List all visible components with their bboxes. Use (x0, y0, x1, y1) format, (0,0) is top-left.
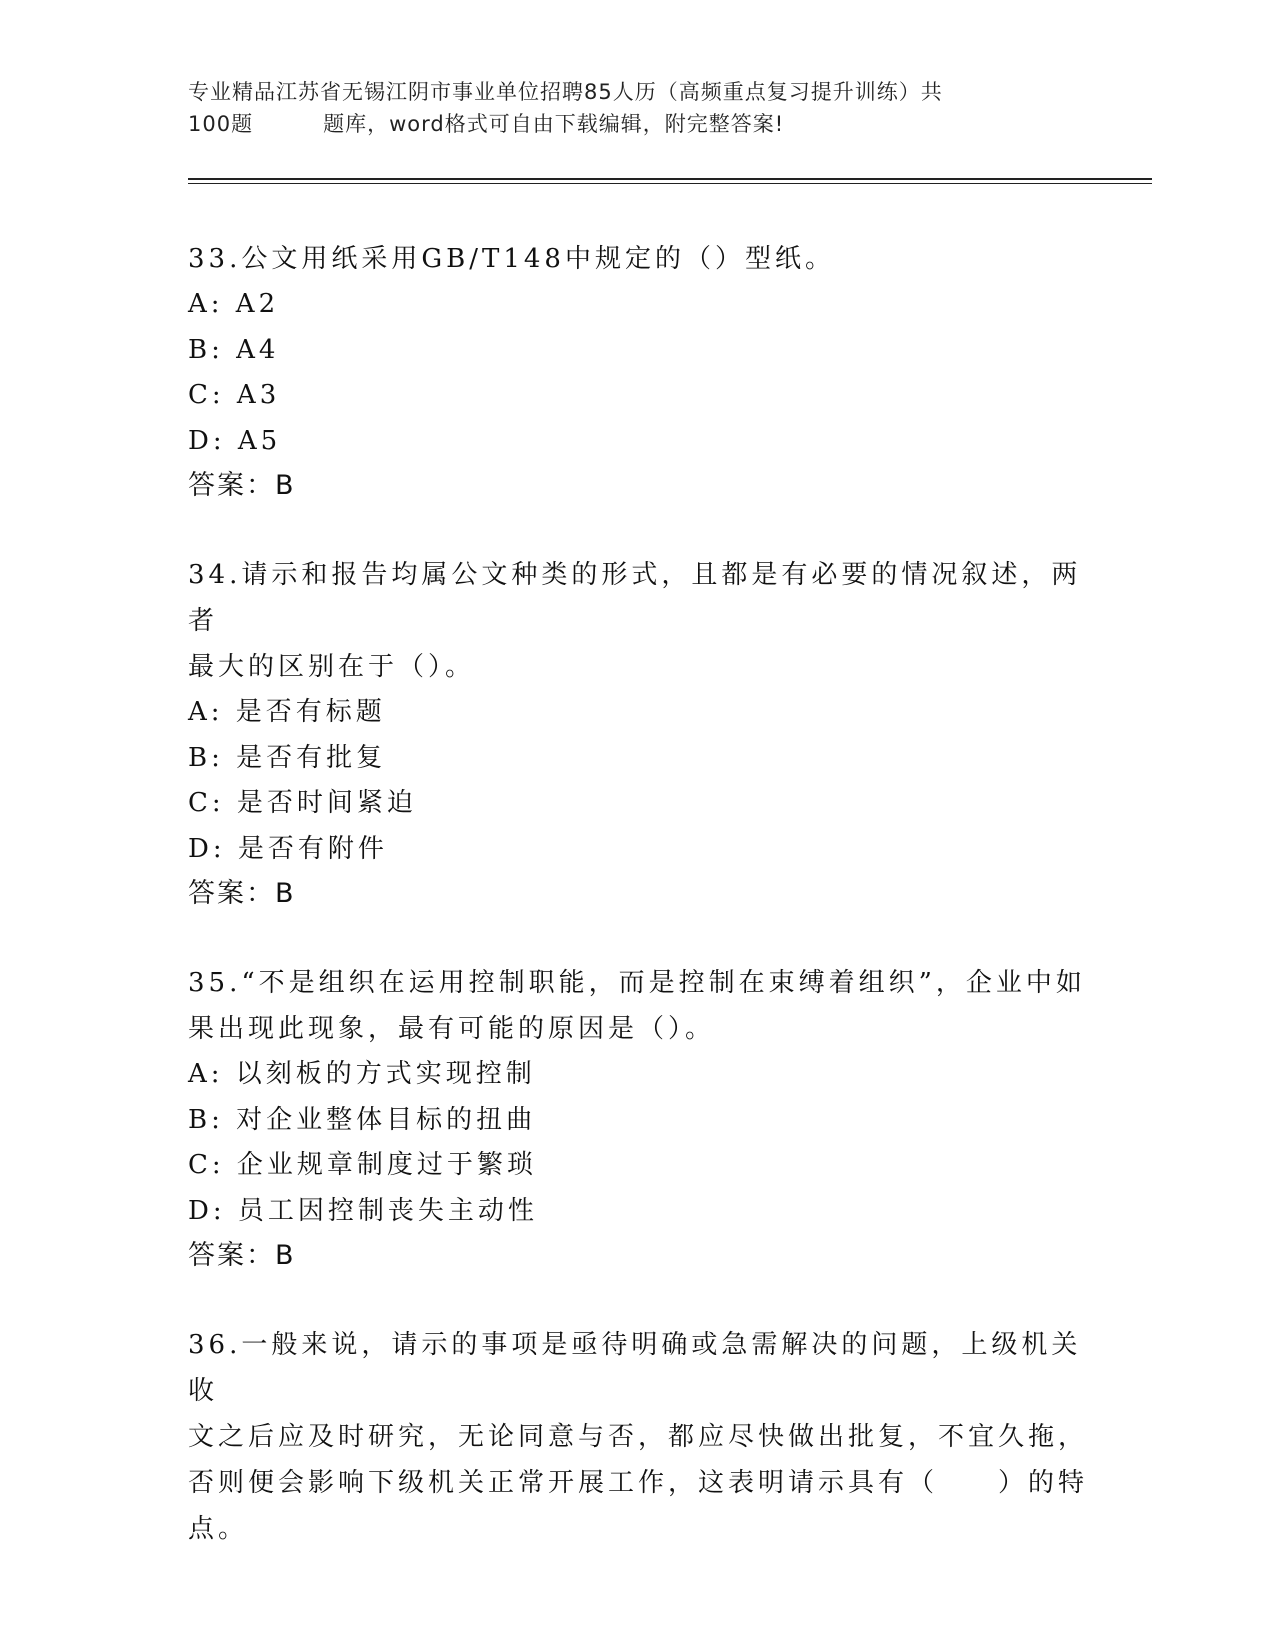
question-text-continued: 果出现此现象，最有可能的原因是（）。 (188, 1014, 716, 1044)
header-title-line-2 (188, 108, 1068, 140)
option-d: D: 员工因控制丧失主动性 (188, 1195, 538, 1226)
header-question-count: 100题 (188, 112, 254, 136)
question-35 (188, 960, 1088, 1278)
header-title-line-1: 专业精品江苏省无锡江阴市事业单位招聘85人历（高频重点复习提升训练）共 (188, 80, 943, 104)
option-c: C: 企业规章制度过于繁琐 (188, 1150, 537, 1180)
option-a: A: 是否有标题 (188, 697, 386, 727)
question-text-continued: 最大的区别在于（）。 (188, 652, 476, 682)
document-header (188, 76, 1068, 140)
question-33 (188, 236, 1088, 508)
header-divider-thin (188, 183, 1152, 184)
question-text: 33.公文用纸采用GB/T148中规定的（）型纸。 (188, 244, 835, 274)
option-b: B: 对企业整体目标的扭曲 (188, 1104, 537, 1135)
question-text-continued: 否则便会影响下级机关正常开展工作，这表明请示具有（ ）的特 (188, 1468, 1089, 1498)
question-text-continued: 点。 (188, 1514, 249, 1544)
header-divider-thick (188, 178, 1152, 180)
option-d: D: A5 (188, 425, 282, 456)
option-a: A: A2 (188, 289, 280, 319)
question-text: 36.一般来说，请示的事项是亟待明确或急需解决的问题，上级机关收 (188, 1330, 1082, 1406)
question-text-continued: 文之后应及时研究，无论同意与否，都应尽快做出批复，不宜久拖， (188, 1422, 1089, 1452)
option-b: B: 是否有批复 (188, 742, 387, 773)
question-text: 35.“不是组织在运用控制职能，而是控制在束缚着组织”，企业中如 (188, 968, 1086, 998)
option-a: A: 以刻板的方式实现控制 (188, 1059, 536, 1089)
header-subtitle: 题库，word格式可自由下载编辑，附完整答案! (323, 112, 785, 136)
option-c: C: 是否时间紧迫 (188, 788, 417, 818)
option-c: C: A3 (188, 380, 281, 410)
answer-line: 答案：B (188, 878, 296, 909)
question-text: 34.请示和报告均属公文种类的形式，且都是有必要的情况叙述，两者 (188, 560, 1082, 636)
option-b: B: A4 (188, 334, 280, 365)
option-d: D: 是否有附件 (188, 833, 388, 864)
question-36 (188, 1322, 1088, 1552)
question-34 (188, 552, 1088, 916)
question-list (188, 236, 1088, 1596)
answer-line: 答案：B (188, 470, 296, 501)
answer-line: 答案：B (188, 1240, 296, 1271)
